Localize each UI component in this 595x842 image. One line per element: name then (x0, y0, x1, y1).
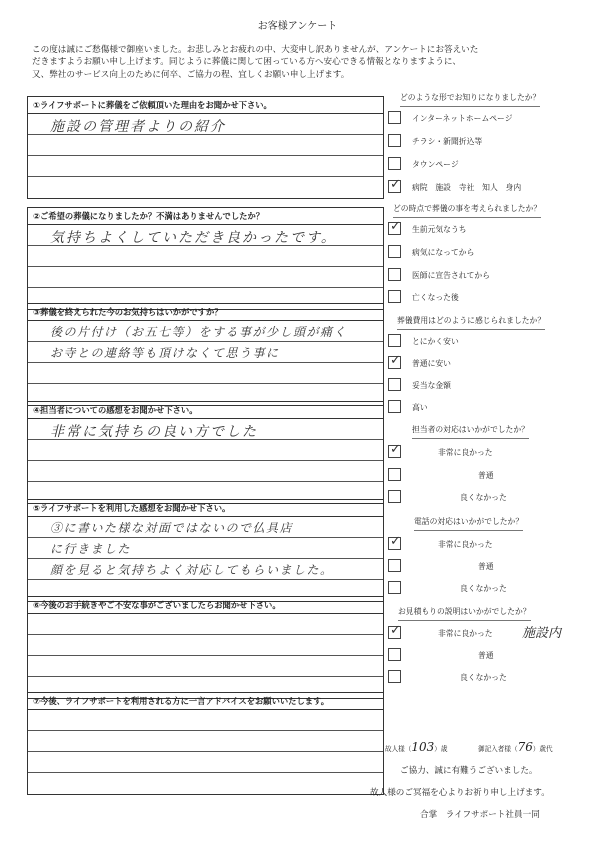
checkbox-after-illness[interactable] (388, 245, 401, 258)
section-6-title: お見積もりの説明はいかがでしたか？ (398, 607, 531, 616)
checkbox-referral[interactable] (388, 177, 401, 193)
answer-line[interactable] (28, 156, 383, 177)
option-label: 非常に良かった (438, 629, 493, 638)
intro-line: だきますようお願い申し上げます。同じように葬儀に関して困っている方へ安心できる情報となりますように、 (32, 57, 462, 68)
section-5-title: 電話の対応はいかがでしたか？ (414, 517, 524, 526)
check-mark-icon: ✓ (390, 623, 401, 638)
option-label: 普通に安い (412, 359, 451, 368)
deceased-label: 故人様（ (385, 745, 412, 753)
answer-line[interactable] (28, 225, 383, 246)
writer-age: 76 (517, 740, 533, 754)
answer-line[interactable] (28, 342, 383, 363)
answer-line[interactable] (28, 710, 383, 731)
intro-line: この度は誠にご愁傷様で御座いました。お悲しみとお疲れの中、大変申し訳ありませんが、アンケートにお答えいた (32, 45, 479, 55)
answer-line[interactable] (28, 246, 383, 267)
option-label: チラシ・新聞折込等 (412, 137, 483, 146)
checkbox-estimate-very-good[interactable] (388, 623, 401, 639)
handwritten-answer: 施設の管理者よりの紹介 (50, 119, 226, 135)
answer-line[interactable] (28, 731, 383, 752)
answer-line[interactable] (28, 419, 383, 440)
question-4-label: ④担当者についての感想をお聞かせ下さい。 (28, 402, 383, 419)
answer-line[interactable] (28, 656, 383, 677)
handwritten-note: 施設内 (522, 626, 562, 641)
option-label: 良くなかった (460, 673, 507, 682)
option-label: 亡くなった後 (412, 293, 459, 302)
checkbox-while-healthy[interactable] (388, 219, 401, 235)
option-label: 生前元気なうち (412, 225, 467, 234)
question-3-box (27, 303, 384, 406)
handwritten-answer: 非常に気持ちの良い方でした (50, 424, 258, 440)
check-mark-icon: ✓ (390, 177, 401, 192)
checkbox-internet[interactable] (388, 111, 401, 124)
handwritten-answer: 後の片付け（お五七等）をする事が少し頭が痛く (50, 325, 348, 339)
checkbox-expensive[interactable] (388, 400, 401, 413)
signature-text: 合掌 ライフサポート社員一同 (420, 810, 540, 820)
check-mark-icon: ✓ (390, 442, 401, 457)
answer-line[interactable] (28, 538, 383, 559)
answer-line[interactable] (28, 321, 383, 342)
check-mark-icon: ✓ (390, 534, 401, 549)
deceased-unit: ）歳 (434, 745, 448, 753)
question-5-box (27, 499, 384, 602)
prayer-text: 故人様のご冥福を心よりお祈り申し上げます。 (370, 788, 550, 798)
question-6-box (27, 596, 384, 699)
answer-line[interactable] (28, 267, 383, 288)
option-label: 病気になってから (412, 248, 475, 257)
option-label: 医師に宣告されてから (412, 271, 490, 280)
question-1-label: ①ライフサポートに葬儀をご依頼頂いた理由をお聞かせ下さい。 (28, 97, 383, 114)
answer-line[interactable] (28, 773, 383, 794)
checkbox-phone-very-good[interactable] (388, 534, 401, 550)
question-6-label: ⑥今後のお手続きやご不安な事がございましたらお聞かせ下さい。 (28, 597, 383, 614)
writer-label: 御記入者様（ (478, 745, 518, 753)
question-5-label: ⑤ライフサポートを利用した感想をお聞かせ下さい。 (28, 500, 383, 517)
section-2-title: どの時点で葬儀の事を考えられましたか？ (393, 204, 542, 213)
checkbox-cheap[interactable] (388, 353, 401, 369)
option-label: インターネットホームページ (412, 114, 513, 123)
option-label: 良くなかった (460, 584, 507, 593)
checkbox-staff-normal[interactable] (388, 468, 401, 481)
handwritten-answer: お寺との連絡等も頂けなくて思う事に (50, 346, 280, 360)
answer-line[interactable] (28, 440, 383, 461)
writer-age-field (478, 740, 553, 754)
checkbox-very-cheap[interactable] (388, 334, 401, 347)
answer-line[interactable] (28, 635, 383, 656)
answer-line[interactable] (28, 614, 383, 635)
checkbox-phone-normal[interactable] (388, 559, 401, 572)
checkbox-after-death[interactable] (388, 290, 401, 303)
question-7-box (27, 692, 384, 795)
question-1-box (27, 96, 384, 199)
option-label: 普通 (478, 471, 494, 480)
intro-line: 又、弊社のサービス向上のために何卒、ご協力の程、宜しくお願い申し上げます。 (32, 69, 350, 80)
option-label: とにかく安い (412, 337, 459, 346)
option-label: 高い (412, 403, 428, 412)
checkbox-reasonable[interactable] (388, 378, 401, 391)
handwritten-answer: 顔を見ると気持ちよく対応してもらいました。 (50, 563, 334, 577)
checkbox-staff-not-good[interactable] (388, 490, 401, 503)
checkbox-phone-not-good[interactable] (388, 581, 401, 594)
option-label: 非常に良かった (438, 448, 493, 457)
checkbox-staff-very-good[interactable] (388, 442, 401, 458)
checkbox-townpage[interactable] (388, 157, 401, 170)
option-label: 妥当な金額 (412, 381, 451, 390)
option-label: 良くなかった (460, 493, 507, 502)
option-label: 普通 (478, 651, 494, 660)
question-7-label: ⑦今後、ライフサポートを利用される方に一言アドバイスをお願いいたします。 (28, 693, 383, 710)
handwritten-answer: に行きました (50, 542, 132, 556)
check-mark-icon: ✓ (390, 219, 401, 234)
section-1-title: どのような形でお知りになりましたか？ (400, 93, 541, 102)
answer-line[interactable] (28, 135, 383, 156)
option-label: 病院 施設 寺社 知人 身内 (412, 183, 522, 192)
deceased-age-field (385, 740, 447, 754)
question-3-label: ③葬儀を終えられた今のお気持ちはいかがですか？ (28, 304, 383, 321)
page-title: お客様アンケート (257, 21, 338, 32)
checkbox-estimate-normal[interactable] (388, 648, 401, 661)
answer-line[interactable] (28, 752, 383, 773)
checkbox-flyer[interactable] (388, 134, 401, 147)
answer-line[interactable] (28, 517, 383, 538)
checkbox-estimate-not-good[interactable] (388, 670, 401, 683)
question-2-label: ②ご希望の葬儀になりましたか？不満はありませんでしたか？ (28, 208, 383, 225)
writer-unit: ）歳代 (532, 745, 553, 753)
answer-line[interactable] (28, 559, 383, 580)
handwritten-answer: ③に書いた様な対面ではないので仏具店 (50, 521, 294, 535)
handwritten-answer: 気持ちよくしていただき良かったです。 (50, 230, 337, 246)
thanks-text: ご協力、誠に有難うございました。 (400, 766, 538, 776)
intro-text (32, 44, 572, 81)
answer-line[interactable] (28, 177, 383, 198)
section-3-title: 葬儀費用はどのように感じられましたか？ (397, 316, 546, 325)
check-mark-icon: ✓ (390, 353, 401, 368)
answer-line[interactable] (28, 461, 383, 482)
question-2-box (27, 207, 384, 310)
option-label: 普通 (478, 562, 494, 571)
section-4-title: 担当者の対応はいかがでしたか？ (412, 425, 529, 434)
answer-line[interactable] (28, 114, 383, 135)
deceased-age: 103 (411, 740, 435, 754)
answer-line[interactable] (28, 363, 383, 384)
checkbox-after-diagnosis[interactable] (388, 268, 401, 281)
option-label: タウンページ (412, 160, 459, 169)
question-4-box (27, 401, 384, 504)
option-label: 非常に良かった (438, 540, 493, 549)
